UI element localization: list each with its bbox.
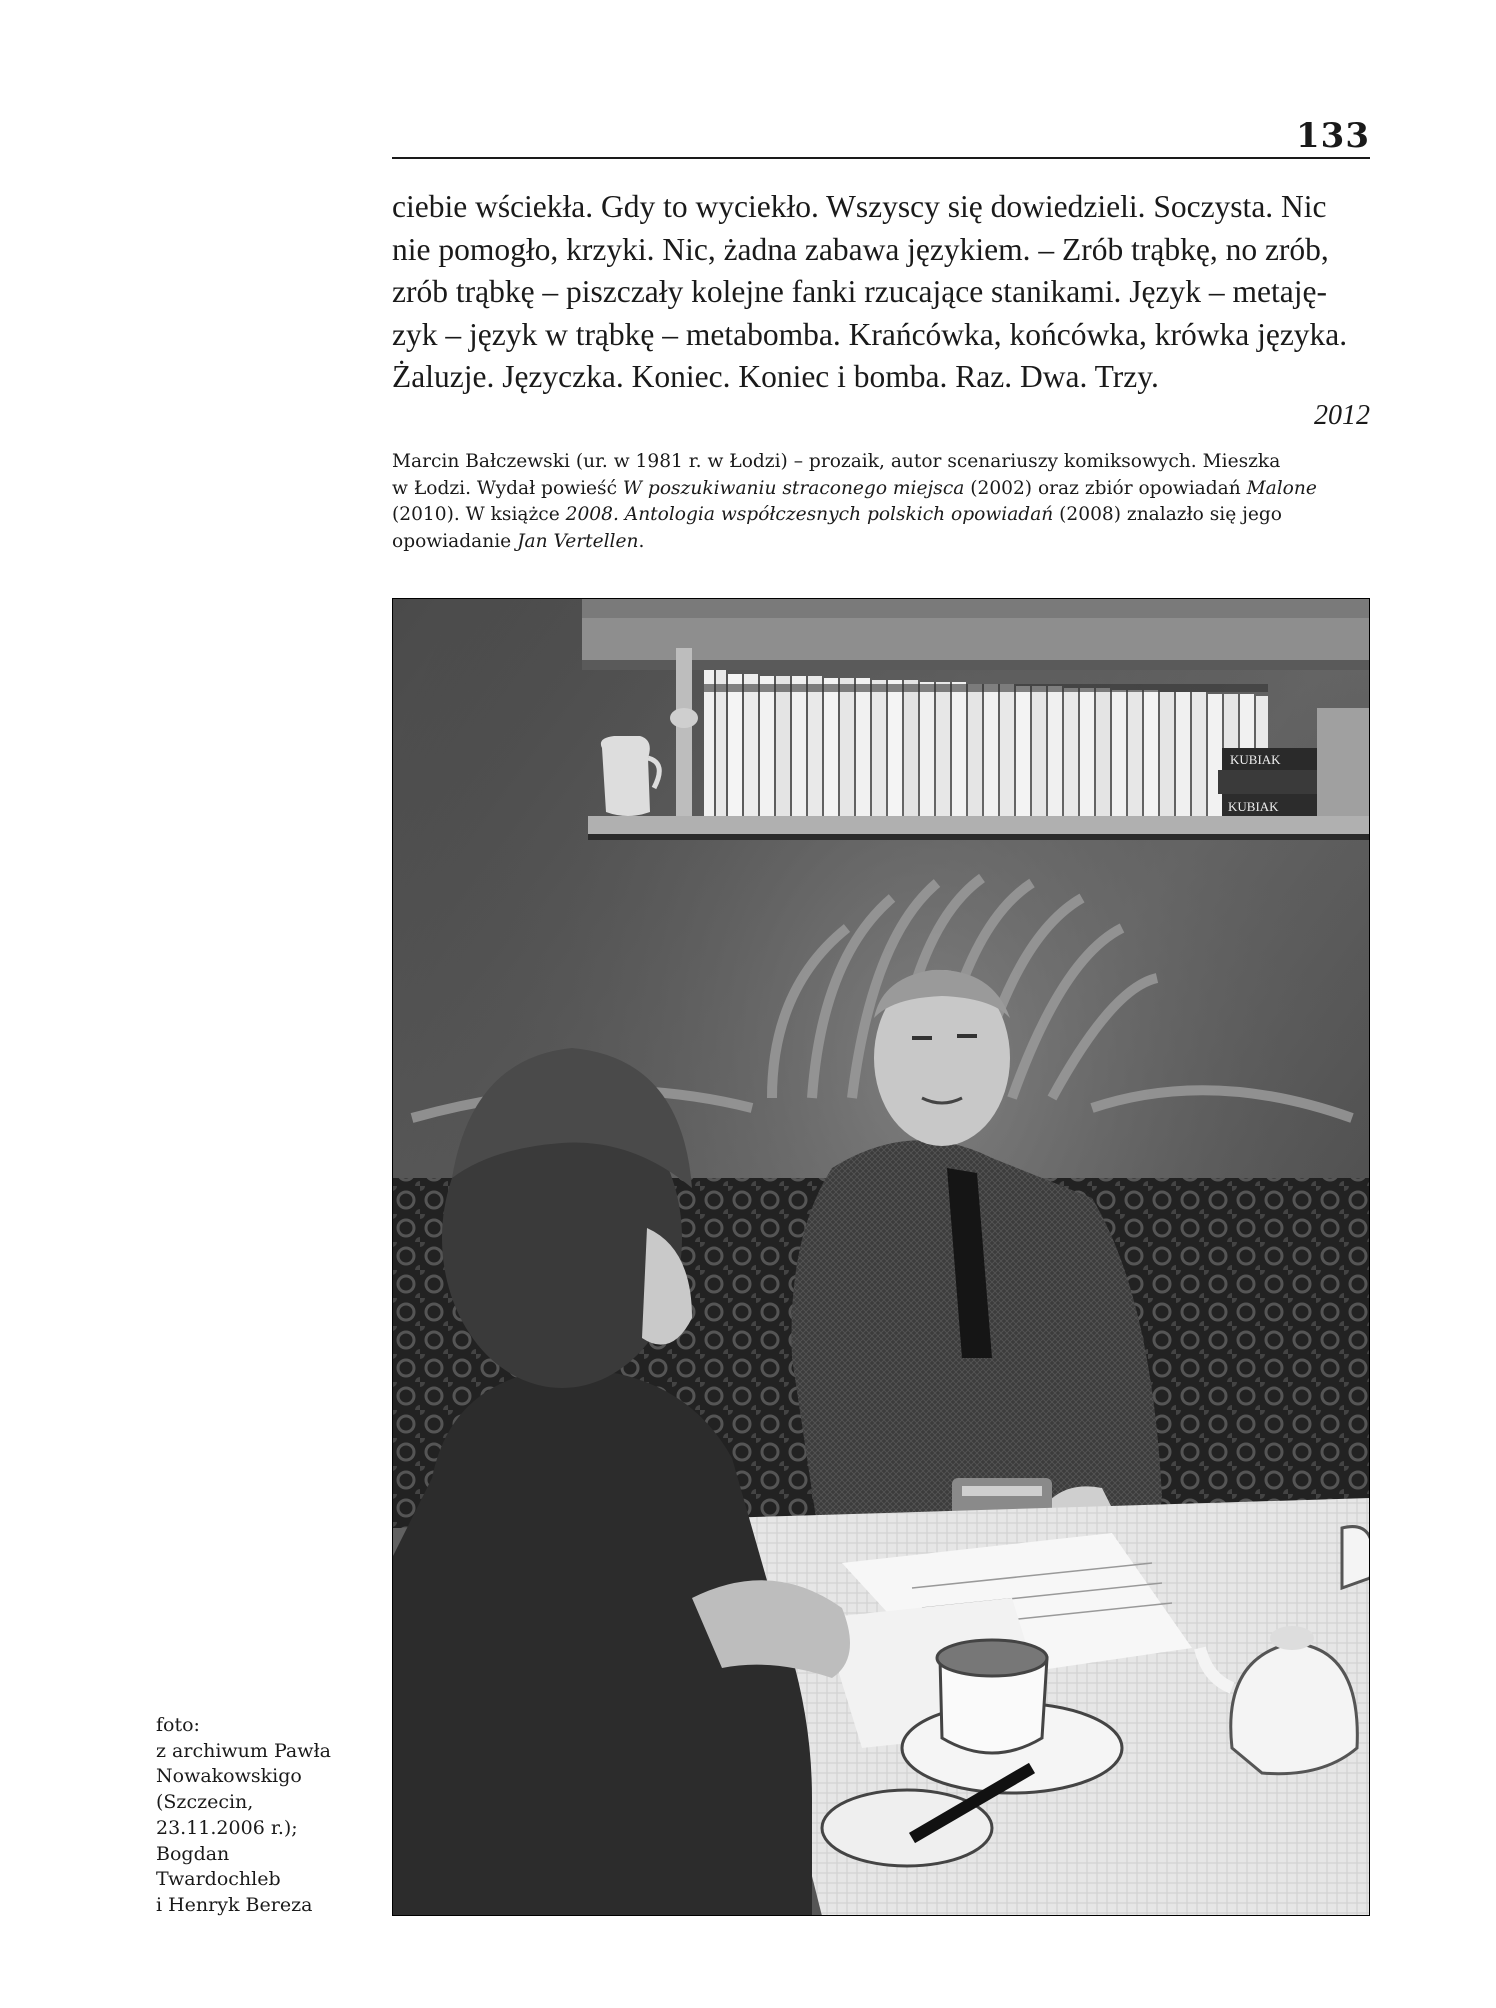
body-line: Żaluzje. Języczka. Koniec. Koniec i bomba. Raz. Dwa. Trzy. <box>392 359 1159 394</box>
header-rule <box>392 157 1370 159</box>
caption-line: i Henryk Bereza <box>156 1893 313 1916</box>
photo-caption <box>156 1713 356 1919</box>
bio-line <box>392 502 1370 529</box>
caption-line: 23.11.2006 r.); <box>156 1816 298 1839</box>
bio-text: (2010). W książce <box>392 504 566 525</box>
bio-text: . <box>638 530 645 552</box>
book-label: KUBIAK <box>1228 799 1279 814</box>
bio-text: (2008) znalazło się jego <box>1053 504 1283 525</box>
bio-line <box>392 529 1370 556</box>
bio-text: (2002) oraz zbiór opowiadań <box>964 477 1247 499</box>
author-bio <box>392 449 1370 555</box>
book-label: KUBIAK <box>1230 752 1281 767</box>
body-line: zrób trąbkę – piszczały kolejne fanki rzucające stanikami. Język – metaję- <box>392 274 1327 309</box>
photograph <box>392 598 1370 1916</box>
year: 2012 <box>1314 400 1370 431</box>
book-title: Malone <box>1246 477 1317 499</box>
caption-line: Nowakowskigo <box>156 1765 302 1788</box>
bio-text: w Łodzi. Wydał powieść <box>392 477 623 499</box>
caption-line: z archiwum Pawła <box>156 1739 331 1762</box>
bio-line <box>392 449 1370 476</box>
book-title: W poszukiwaniu straconego miejsca <box>622 477 965 499</box>
caption-line: (Szczecin, <box>156 1791 254 1814</box>
body-line: zyk – język w trąbkę – metabomba. Krańcówka, końcówka, krówka języka. <box>392 316 1348 352</box>
book-title: 2008. Antologia współczesnych polskich opowiadań <box>565 504 1054 525</box>
bio-text: Marcin Bałczewski (ur. w 1981 r. w Łodzi) – prozaik, autor scenariuszy komiksowych. Mieszka <box>392 451 1281 472</box>
bio-line <box>392 476 1370 503</box>
body-line: nie pomogło, krzyki. Nic, żadna zabawa językiem. – Zrób trąbkę, no zrób, <box>392 231 1329 267</box>
books-row <box>704 670 1268 818</box>
bio-text: opowiadanie <box>392 530 518 552</box>
story-title: Jan Vertellen <box>517 530 639 552</box>
caption-line: Twardochleb <box>156 1868 281 1891</box>
page-number: 133 <box>1296 116 1370 156</box>
caption-line: foto: <box>156 1714 200 1736</box>
body-line: ciebie wściekła. Gdy to wyciekło. Wszyscy się dowiedzieli. Soczysta. Nic <box>392 189 1327 224</box>
caption-line: Bogdan <box>156 1842 230 1865</box>
body-text <box>392 186 1370 399</box>
